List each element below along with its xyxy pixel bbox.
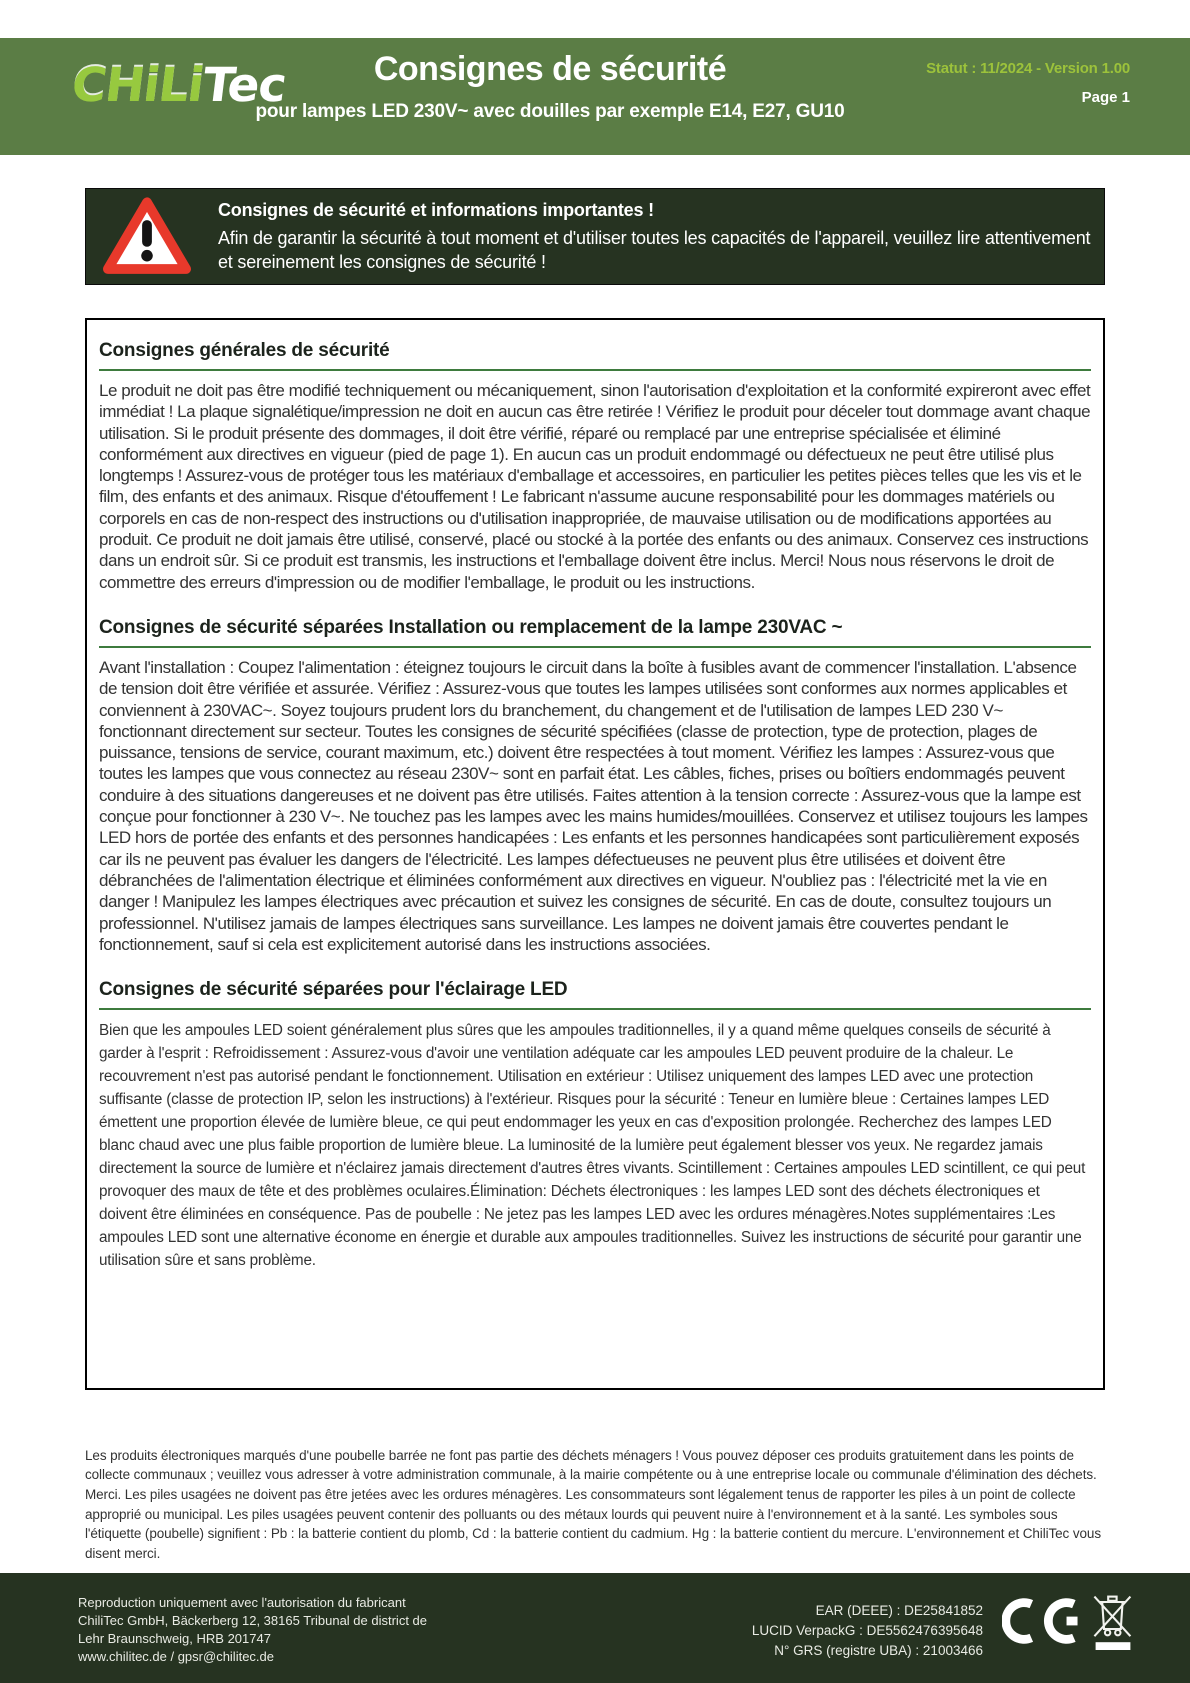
section-body-led: Bien que les ampoules LED soient généralement plus sûres que les ampoules traditionnelles, il y a quand même quelques conseils de sécurité à garder à l'esprit : Refroidissement : Assurez-vous d'avoir une ventilation adéquate car les ampoules LED peuvent produire de la chaleur. Le recouvrement n'est pas autorisé pendant le fonctionnement. Utilisation en extérieur : Utilisez uniquement des lampes LED avec une protection suffisante (classe de protection IP, selon les instructions) à l'extérieur. Risques pour la sécurité : Teneur en lumière bleue : Certaines lampes LED émettent une proportion élevée de lumière bleue, ce qui peut endommager les yeux en cas d'exposition prolongée. Recherchez des lampes LED blanc chaud avec une plus faible proportion de lumière bleue. La luminosité de la lumière peut également blesser vos yeux. Ne regardez jamais directement la source de lumière et n'éclairez jamais directement d'autres êtres vivants. Scintillement : Certaines ampoules LED scintillent, ce qui peut provoquer des maux de tête et des problèmes oculaires.Élimination: Déchets électroniques : les lampes LED sont des déchets électroniques et doivent être éliminées en conséquence. Pas de poubelle : Ne jetez pas les lampes LED avec les ordures ménagères.Notes supplémentaires :Les ampoules LED sont une alternative économe en énergie et durable aux ampoules traditionnelles. Suivez les instructions de sécurité pour garantir une utilisation sûre et sans problème. — [99, 1022, 1086, 1270]
warning-title: Consignes de sécurité et informations importantes ! — [218, 199, 654, 220]
footer-left-line-3: Lehr Braunschweig, HRB 201747 — [78, 1631, 271, 1646]
disposal-note: Les produits électroniques marqués d'une poubelle barrée ne font pas partie des déchets ménagers ! Vous pouvez déposer ces produits gratuitement dans les points de collecte communaux ; veuillez vous adresser à votre administration communale, à la mairie compétente ou à une entreprise locale ou communale d'élimination des déchets. Merci. Les piles usagées ne doivent pas être jetées avec les ordures ménagères. Les consommateurs sont légalement tenus de rapporter les piles à un point de collecte approprié ou municipal. Les piles usagées peuvent contenir des polluants ou des métaux lourds qui peuvent nuire à l'environnement et à la santé. Les symboles sous l'étiquette (poubelle) signifient : Pb : la batterie contient du plomb, Cd : la batterie contient du cadmium. Hg : la batterie contient du mercure. L'environnement et ChiliTec vous disent merci. — [85, 1447, 1101, 1562]
footer-company-info — [78, 1594, 427, 1666]
header-meta — [926, 60, 1130, 106]
header-title-block — [150, 50, 950, 123]
page-subtitle: pour lampes LED 230V~ avec douilles par exemple E14, E27, GU10 — [255, 101, 845, 122]
section-heading-led: Consignes de sécurité séparées pour l'éclairage LED — [99, 965, 1091, 1010]
safety-content-box — [85, 318, 1105, 1390]
section-heading-general: Consignes générales de sécurité — [99, 332, 1091, 371]
section-heading-installation: Consignes de sécurité séparées Installation ou remplacement de la lampe 230VAC ~ — [99, 603, 1091, 648]
footer-bar — [0, 1573, 1190, 1683]
logo-text-chili: CHiLi — [68, 58, 207, 113]
warning-text-block — [218, 200, 1094, 274]
footer-right-line-2: LUCID VerpackG : DE5562476395648 — [751, 1623, 983, 1638]
warning-body: Afin de garantir la sécurité à tout moment et d'utiliser toutes les capacités de l'appareil, veuillez lire attentivement et sereinement les consignes de sécurité ! — [218, 227, 1091, 272]
warning-triangle-icon — [98, 197, 196, 277]
section-body-general: Le produit ne doit pas être modifié techniquement ou mécaniquement, sinon l'autorisation d'exploitation et la conformité expireront avec effet immédiat ! La plaque signalétique/impression ne doit en aucun cas être retirée ! Vérifiez le produit pour déceler tout dommage avant chaque utilisation. Si le produit présente des dommages, il doit être vérifié, réparé ou remplacé par une entreprise spécialisée et éliminé conformément aux directives en vigueur (pied de page 1). En aucun cas un produit endommagé ou défectueux ne peut être utilisé plus longtemps ! Assurez-vous de protéger tous les matériaux d'emballage et accessoires, en particulier les petites pièces telles que les vis et le film, des enfants et des animaux. Risque d'étouffement ! Le fabricant n'assume aucune responsabilité pour les dommages matériels ou corporels en cas de non-respect des instructions ou d'utilisation inappropriée, de mauvaise utilisation ou de modifications apportées au produit. Ce produit ne doit jamais être utilisé, conservé, placé ou stocké à la portée des enfants ou des animaux. Conservez ces instructions dans un endroit sûr. Si ce produit est transmis, les instructions et l'emballage doivent être inclus. Merci! Nous nous réservons le droit de commettre des erreurs d'impression ou de modifier l'emballage, le produit ou les instructions. — [99, 381, 1091, 592]
footer-right-line-1: EAR (DEEE) : DE25841852 — [815, 1603, 983, 1618]
footer-left-line-4: www.chilitec.de / gpsr@chilitec.de — [78, 1649, 274, 1664]
page-title: Consignes de sécurité — [373, 50, 727, 88]
footer-left-line-2: ChiliTec GmbH, Bäckerberg 12, 38165 Tribunal de district de — [78, 1613, 428, 1628]
logo-text-tec: Tec — [199, 58, 289, 113]
status-version-text: Statut : 11/2024 - Version 1.00 — [926, 60, 1130, 77]
footer-left-line-1: Reproduction uniquement avec l'autorisation du fabricant — [78, 1595, 406, 1610]
footer-registration-info — [752, 1601, 983, 1661]
warning-box — [85, 188, 1105, 285]
page-number: Page 1 — [1081, 89, 1130, 106]
section-body-installation: Avant l'installation : Coupez l'alimentation : éteignez toujours le circuit dans la boîte à fusibles avant de commencer l'installation. L'absence de tension doit être vérifiée et assurée. Vérifiez : Assurez-vous que toutes les lampes utilisées sont conformes aux normes applicables et conviennent à 230VAC~. Soyez toujours prudent lors du branchement, du changement et de l'utilisation de lampes LED 230 V~ fonctionnant directement sur secteur. Toutes les consignes de sécurité spécifiées (classe de protection, type de protection, plages de puissance, tensions de service, courant maximum, etc.) doivent être respectées à tout moment. Vérifiez les lampes : Assurez-vous que toutes les lampes que vous connectez au réseau 230V~ sont en parfait état. Les câbles, fiches, prises ou boîtiers endommagés peuvent conduire à des situations dangereuses et ne doivent pas être utilisés. Faites attention à la tension correcte : Assurez-vous que la lampe est conçue pour fonctionner à 230 V~. Ne touchez pas les lampes avec les mains humides/mouillées. Conservez et utilisez toujours les lampes LED hors de portée des enfants et des personnes handicapées : Les enfants et les personnes handicapées sont particulièrement exposés car ils ne peuvent pas évaluer les dangers de l'électricité. Les lampes défectueuses ne peuvent plus être utilisées et doivent être débranchées de l'alimentation électrique et éliminées conformément aux directives en vigueur. N'oubliez pas : l'électricité met la vie en danger ! Manipulez les lampes électriques avec précaution et suivez les consignes de sécurité. En cas de doute, consultez toujours un professionnel. N'utilisez jamais de lampes électriques sans surveillance. Les lampes ne doivent jamais être couvertes pendant le fonctionnement, sauf si cela est explicitement autorisé dans les instructions associées. — [99, 657, 1088, 954]
weee-bin-icon — [1092, 1591, 1134, 1655]
ce-mark-icon — [1002, 1595, 1090, 1647]
footer-right-line-3: N° GRS (registre UBA) : 21003466 — [774, 1643, 983, 1658]
header-bar — [0, 38, 1190, 155]
